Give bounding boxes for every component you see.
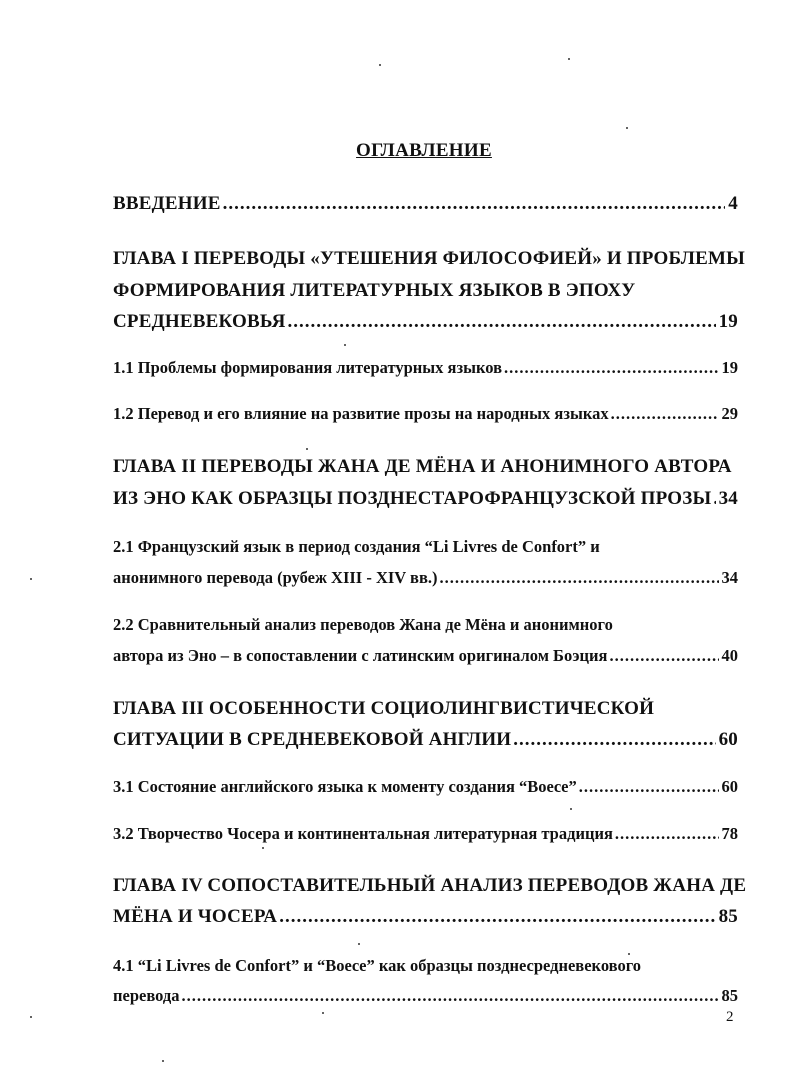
toc-entry-label: ИЗ ЭНО КАК ОБРАЗЦЫ ПОЗДНЕСТАРОФРАНЦУЗСКОЙ ПРОЗЫ: [113, 488, 712, 509]
scan-speck: [262, 847, 264, 849]
dot-leader: [504, 358, 718, 378]
toc-page-number: 78: [721, 824, 738, 843]
toc-page-number: 85: [721, 986, 738, 1005]
dot-leader: [713, 488, 715, 510]
dot-leader: [279, 906, 715, 928]
scan-speck: [626, 127, 628, 129]
dot-leader: [223, 193, 726, 215]
toc-section-4-1-line-1[interactable]: 4.1 “Li Livres de Confort” и “Boece” как образцы позднесредневекового: [113, 956, 642, 975]
toc-entry-section-1-2[interactable]: [113, 404, 738, 424]
toc-chapter-2-line-1[interactable]: ГЛАВА II ПЕРЕВОДЫ ЖАНА ДЕ МЁНА И АНОНИМНОГО АВТОРА: [113, 456, 732, 477]
toc-page-number: 40: [721, 646, 738, 665]
toc-section-2-1-line-1[interactable]: 2.1 Французский язык в период создания “Li Livres de Confort” и: [113, 537, 600, 556]
toc-entry-section-3-2[interactable]: [113, 824, 738, 844]
toc-entry-label: ВВЕДЕНИЕ: [113, 193, 221, 214]
toc-chapter-1-line-1[interactable]: ГЛАВА I ПЕРЕВОДЫ «УТЕШЕНИЯ ФИЛОСОФИЕЙ» И ПРОБЛЕМЫ: [113, 248, 745, 269]
scan-speck: [568, 58, 570, 60]
toc-entry-label: 3.2 Творчество Чосера и континентальная литературная традиция: [113, 824, 613, 843]
scan-speck: [162, 1060, 164, 1062]
toc-entry-label: СИТУАЦИИ В СРЕДНЕВЕКОВОЙ АНГЛИИ: [113, 729, 512, 750]
toc-page-number: 4: [728, 193, 738, 214]
toc-entry-section-3-1[interactable]: [113, 777, 738, 797]
scan-speck: [570, 808, 572, 810]
dot-leader: [513, 729, 715, 751]
toc-entry-chapter-1[interactable]: [113, 311, 738, 333]
toc-page-number: 19: [721, 358, 738, 377]
toc-entry-section-1-1[interactable]: [113, 358, 738, 378]
toc-entry-label: СРЕДНЕВЕКОВЬЯ: [113, 311, 286, 332]
scan-speck: [306, 448, 308, 450]
toc-entry-section-4-1[interactable]: [113, 986, 738, 1006]
toc-entry-label: 1.2 Перевод и его влияние на развитие прозы на народных языках: [113, 404, 609, 423]
dot-leader: [615, 824, 719, 844]
toc-entry-chapter-4[interactable]: [113, 906, 738, 928]
toc-page-number: 19: [718, 311, 738, 332]
toc-page-number: 60: [721, 777, 738, 796]
toc-page-number: 34: [718, 488, 738, 509]
dot-leader: [182, 986, 719, 1006]
toc-page-number: 60: [718, 729, 738, 750]
toc-entry-section-2-1[interactable]: [113, 568, 738, 588]
toc-entry-label: 1.1 Проблемы формирования литературных языков: [113, 358, 503, 377]
toc-entry-label: автора из Эно – в сопоставлении с латинским оригиналом Боэция: [113, 646, 608, 665]
dot-leader: [439, 568, 718, 588]
scan-speck: [322, 1012, 324, 1014]
scan-speck: [358, 943, 360, 945]
toc-entry-label: 3.1 Состояние английского языка к моменту создания “Boece”: [113, 777, 577, 796]
scan-speck: [30, 578, 32, 580]
scan-speck: [30, 1016, 32, 1018]
toc-chapter-1-line-2[interactable]: ФОРМИРОВАНИЯ ЛИТЕРАТУРНЫХ ЯЗЫКОВ В ЭПОХУ: [113, 280, 636, 301]
toc-entry-label: анонимного перевода (рубеж XIII - XIV вв.): [113, 568, 438, 587]
toc-entry-chapter-3[interactable]: [113, 729, 738, 751]
scan-speck: [379, 64, 381, 66]
scan-speck: [628, 953, 630, 955]
toc-entry-label: МЁНА И ЧОСЕРА: [113, 906, 278, 927]
toc-section-2-2-line-1[interactable]: 2.2 Сравнительный анализ переводов Жана де Мёна и анонимного: [113, 615, 613, 634]
toc-title: ОГЛАВЛЕНИЕ: [356, 140, 492, 161]
toc-entry-section-2-2[interactable]: [113, 646, 738, 666]
toc-entry-label: перевода: [113, 986, 180, 1005]
dot-leader: [609, 646, 718, 666]
toc-entry-chapter-2[interactable]: [113, 488, 738, 510]
dot-leader: [579, 777, 719, 797]
toc-page-number: 34: [721, 568, 738, 587]
toc-page-number: 85: [718, 906, 738, 927]
toc-page-number: 29: [721, 404, 738, 423]
dot-leader: [288, 311, 716, 333]
scan-speck: [344, 344, 346, 346]
toc-chapter-3-line-1[interactable]: ГЛАВА III ОСОБЕННОСТИ СОЦИОЛИНГВИСТИЧЕСКОЙ: [113, 698, 655, 719]
page-number: 2: [726, 1009, 734, 1025]
toc-chapter-4-line-1[interactable]: ГЛАВА IV СОПОСТАВИТЕЛЬНЫЙ АНАЛИЗ ПЕРЕВОДОВ ЖАНА ДЕ: [113, 875, 747, 896]
toc-entry-introduction[interactable]: [113, 193, 738, 215]
dot-leader: [611, 404, 719, 424]
